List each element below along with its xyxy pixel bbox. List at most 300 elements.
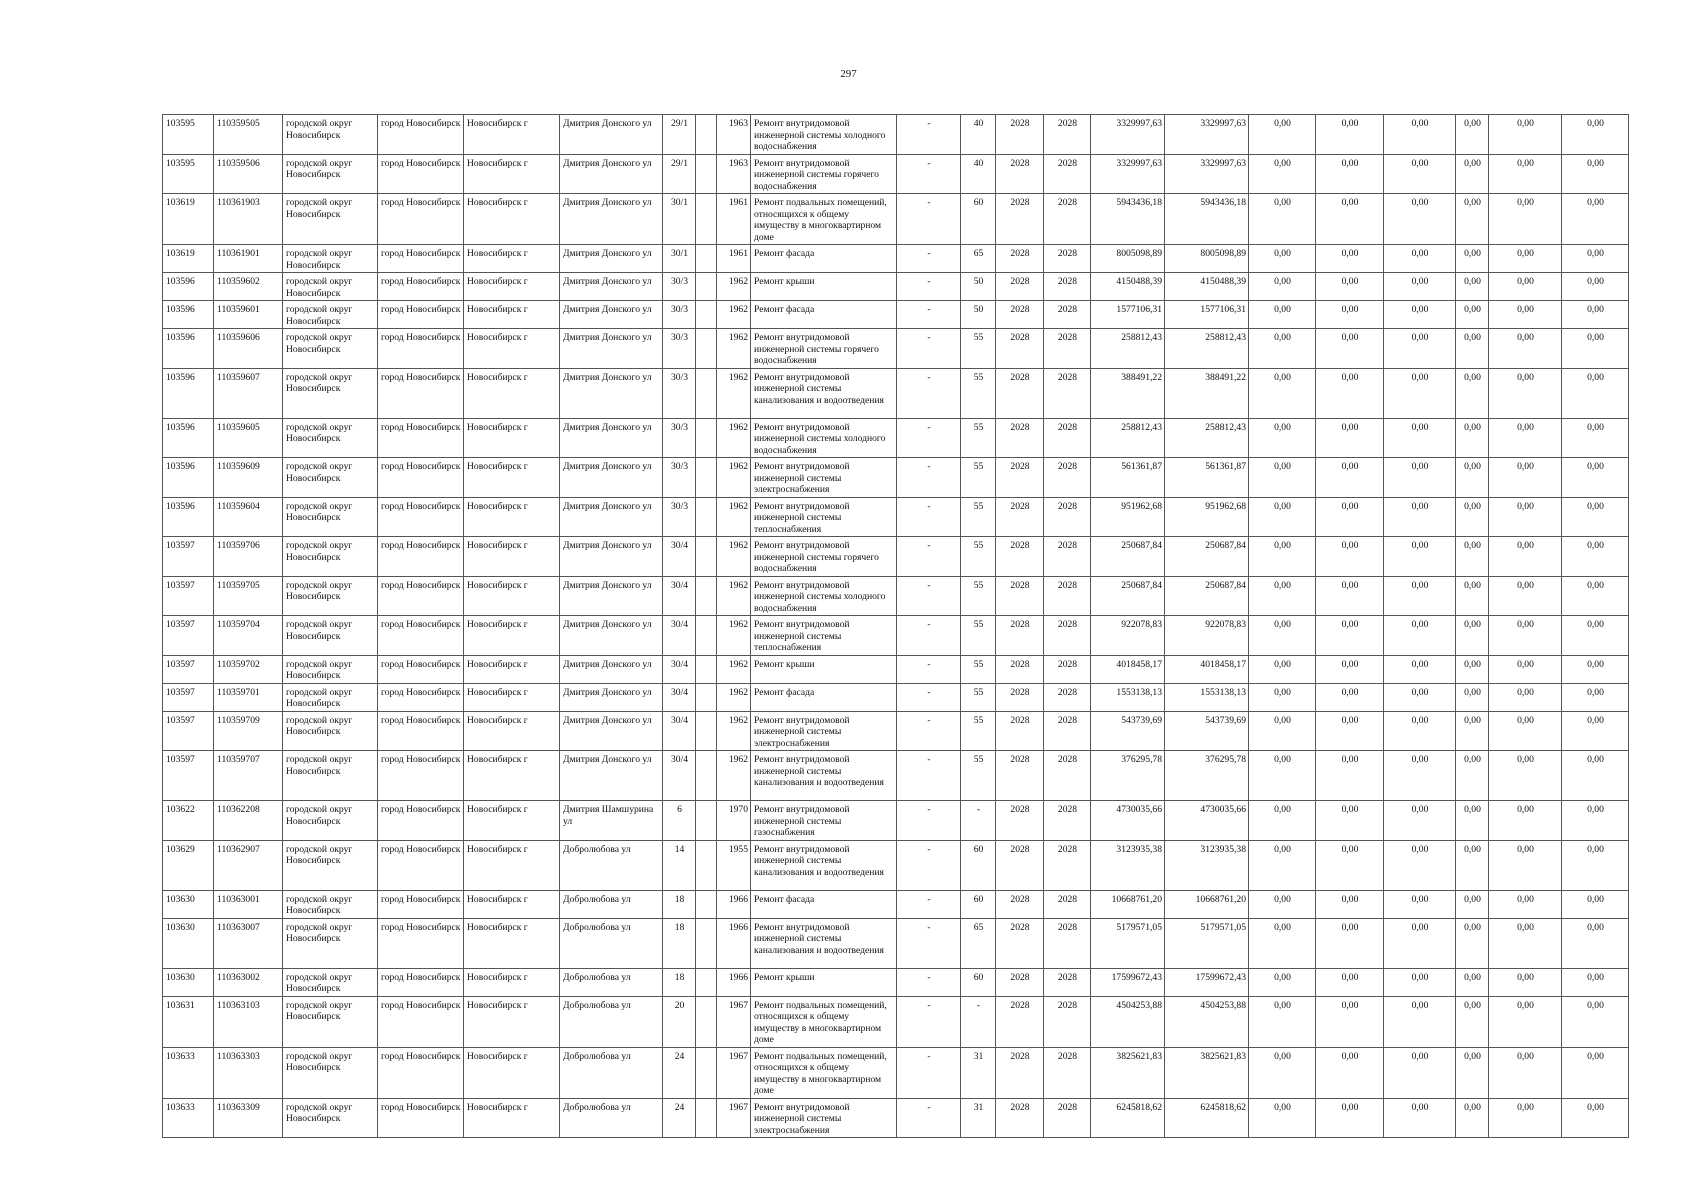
cell-plan-end-year: 2028 <box>1044 154 1091 194</box>
cell-plan-end-year: 2028 <box>1044 996 1091 1047</box>
cell-col-22: 0,00 <box>1562 537 1629 577</box>
table-row <box>163 329 1629 369</box>
cell-build-year: 1955 <box>717 840 751 890</box>
cell-fund-cost: 5943436,18 <box>1165 194 1249 245</box>
cell-city: Новосибирск г <box>464 115 560 155</box>
cell-col-17: 0,00 <box>1249 497 1316 537</box>
cell-col-12: 55 <box>961 711 996 751</box>
cell-house-number: 20 <box>663 996 696 1047</box>
cell-plan-start-year: 2028 <box>996 273 1044 301</box>
cell-col-17: 0,00 <box>1249 537 1316 577</box>
cell-total-cost: 5943436,18 <box>1091 194 1165 245</box>
cell-street: Дмитрия Донского ул <box>560 537 663 577</box>
cell-col-21: 0,00 <box>1489 245 1562 273</box>
cell-street: Дмитрия Донского ул <box>560 683 663 711</box>
cell-col-22: 0,00 <box>1562 711 1629 751</box>
cell-work-id: 110359709 <box>214 711 283 751</box>
cell-work-type: Ремонт внутридомовой инженерной системы теплоснабжения <box>751 616 897 656</box>
cell-col-20: 0,00 <box>1456 918 1489 968</box>
cell-col-22: 0,00 <box>1562 655 1629 683</box>
cell-total-cost: 543739,69 <box>1091 711 1165 751</box>
cell-work-type: Ремонт внутридомовой инженерной системы канализования и водоотведения <box>751 751 897 801</box>
cell-col-17: 0,00 <box>1249 576 1316 616</box>
cell-col-11: - <box>897 1098 961 1138</box>
cell-col-12: 60 <box>961 840 996 890</box>
cell-house-number: 30/4 <box>663 655 696 683</box>
table-row <box>163 368 1629 418</box>
cell-col-18: 0,00 <box>1316 918 1384 968</box>
cell-work-id: 110359505 <box>214 115 283 155</box>
cell-settlement: город Новосибирск <box>378 115 464 155</box>
cell-plan-start-year: 2028 <box>996 711 1044 751</box>
cell-city: Новосибирск г <box>464 194 560 245</box>
cell-fund-cost: 250687,84 <box>1165 576 1249 616</box>
cell-house-number: 30/1 <box>663 245 696 273</box>
cell-col-19: 0,00 <box>1384 711 1456 751</box>
table-row <box>163 576 1629 616</box>
cell-col-17: 0,00 <box>1249 273 1316 301</box>
cell-total-cost: 250687,84 <box>1091 537 1165 577</box>
cell-col-22: 0,00 <box>1562 273 1629 301</box>
cell-street: Добролюбова ул <box>560 1047 663 1098</box>
cell-plan-start-year: 2028 <box>996 840 1044 890</box>
cell-work-id: 110359506 <box>214 154 283 194</box>
cell-col-11: - <box>897 890 961 918</box>
cell-col-22: 0,00 <box>1562 801 1629 841</box>
cell-build-year: 1966 <box>717 918 751 968</box>
cell-settlement: город Новосибирск <box>378 683 464 711</box>
cell-col-20: 0,00 <box>1456 245 1489 273</box>
cell-city: Новосибирск г <box>464 1098 560 1138</box>
cell-col-19: 0,00 <box>1384 194 1456 245</box>
cell-col-18: 0,00 <box>1316 1098 1384 1138</box>
cell-col-19: 0,00 <box>1384 154 1456 194</box>
cell-col-18: 0,00 <box>1316 418 1384 458</box>
cell-house-number: 24 <box>663 1047 696 1098</box>
cell-building <box>696 273 717 301</box>
cell-building <box>696 154 717 194</box>
cell-total-cost: 6245818,62 <box>1091 1098 1165 1138</box>
cell-col-18: 0,00 <box>1316 115 1384 155</box>
cell-work-id: 110359607 <box>214 368 283 418</box>
table-row <box>163 1098 1629 1138</box>
cell-municipal-district: городской округ Новосибирск <box>283 537 378 577</box>
cell-col-19: 0,00 <box>1384 1098 1456 1138</box>
cell-col-18: 0,00 <box>1316 458 1384 498</box>
cell-col-21: 0,00 <box>1489 711 1562 751</box>
cell-col-21: 0,00 <box>1489 890 1562 918</box>
cell-settlement: город Новосибирск <box>378 458 464 498</box>
cell-work-id: 110359707 <box>214 751 283 801</box>
cell-col-18: 0,00 <box>1316 329 1384 369</box>
cell-total-cost: 8005098,89 <box>1091 245 1165 273</box>
cell-total-cost: 4150488,39 <box>1091 273 1165 301</box>
cell-house-id: 103597 <box>163 537 214 577</box>
cell-plan-start-year: 2028 <box>996 329 1044 369</box>
cell-fund-cost: 5179571,05 <box>1165 918 1249 968</box>
table-row <box>163 968 1629 996</box>
cell-total-cost: 1553138,13 <box>1091 683 1165 711</box>
cell-house-number: 30/3 <box>663 329 696 369</box>
cell-total-cost: 388491,22 <box>1091 368 1165 418</box>
cell-plan-end-year: 2028 <box>1044 245 1091 273</box>
cell-build-year: 1962 <box>717 751 751 801</box>
cell-col-11: - <box>897 576 961 616</box>
cell-col-21: 0,00 <box>1489 683 1562 711</box>
table-row <box>163 194 1629 245</box>
cell-house-id: 103596 <box>163 329 214 369</box>
cell-col-19: 0,00 <box>1384 996 1456 1047</box>
cell-house-id: 103597 <box>163 616 214 656</box>
cell-building <box>696 655 717 683</box>
cell-col-12: 55 <box>961 751 996 801</box>
cell-col-19: 0,00 <box>1384 497 1456 537</box>
cell-city: Новосибирск г <box>464 458 560 498</box>
table-row <box>163 918 1629 968</box>
cell-col-19: 0,00 <box>1384 576 1456 616</box>
cell-city: Новосибирск г <box>464 996 560 1047</box>
cell-plan-start-year: 2028 <box>996 115 1044 155</box>
cell-municipal-district: городской округ Новосибирск <box>283 418 378 458</box>
cell-house-id: 103596 <box>163 273 214 301</box>
cell-street: Добролюбова ул <box>560 968 663 996</box>
cell-municipal-district: городской округ Новосибирск <box>283 918 378 968</box>
cell-col-22: 0,00 <box>1562 890 1629 918</box>
cell-total-cost: 376295,78 <box>1091 751 1165 801</box>
cell-col-11: - <box>897 655 961 683</box>
cell-col-17: 0,00 <box>1249 1047 1316 1098</box>
cell-house-id: 103596 <box>163 418 214 458</box>
cell-col-20: 0,00 <box>1456 576 1489 616</box>
cell-plan-end-year: 2028 <box>1044 368 1091 418</box>
cell-work-type: Ремонт внутридомовой инженерной системы электроснабжения <box>751 458 897 498</box>
cell-work-type: Ремонт фасада <box>751 245 897 273</box>
cell-house-number: 18 <box>663 918 696 968</box>
cell-street: Добролюбова ул <box>560 918 663 968</box>
table-row <box>163 273 1629 301</box>
cell-col-18: 0,00 <box>1316 245 1384 273</box>
cell-col-11: - <box>897 194 961 245</box>
cell-house-number: 30/3 <box>663 301 696 329</box>
cell-col-22: 0,00 <box>1562 996 1629 1047</box>
cell-col-19: 0,00 <box>1384 683 1456 711</box>
cell-col-21: 0,00 <box>1489 576 1562 616</box>
cell-building <box>696 751 717 801</box>
cell-municipal-district: городской округ Новосибирск <box>283 273 378 301</box>
cell-col-22: 0,00 <box>1562 245 1629 273</box>
cell-street: Дмитрия Донского ул <box>560 194 663 245</box>
cell-street: Добролюбова ул <box>560 996 663 1047</box>
cell-fund-cost: 8005098,89 <box>1165 245 1249 273</box>
cell-col-20: 0,00 <box>1456 683 1489 711</box>
cell-col-11: - <box>897 968 961 996</box>
cell-plan-start-year: 2028 <box>996 968 1044 996</box>
cell-col-17: 0,00 <box>1249 968 1316 996</box>
cell-work-id: 110359601 <box>214 301 283 329</box>
cell-fund-cost: 3329997,63 <box>1165 115 1249 155</box>
cell-col-18: 0,00 <box>1316 576 1384 616</box>
cell-plan-end-year: 2028 <box>1044 537 1091 577</box>
cell-house-number: 30/3 <box>663 497 696 537</box>
cell-street: Дмитрия Донского ул <box>560 368 663 418</box>
cell-house-number: 6 <box>663 801 696 841</box>
cell-col-20: 0,00 <box>1456 1047 1489 1098</box>
cell-col-17: 0,00 <box>1249 890 1316 918</box>
cell-city: Новосибирск г <box>464 154 560 194</box>
cell-house-id: 103596 <box>163 497 214 537</box>
cell-work-type: Ремонт фасада <box>751 890 897 918</box>
cell-col-17: 0,00 <box>1249 301 1316 329</box>
cell-settlement: город Новосибирск <box>378 194 464 245</box>
cell-col-21: 0,00 <box>1489 301 1562 329</box>
table-row <box>163 458 1629 498</box>
cell-col-12: 60 <box>961 968 996 996</box>
cell-building <box>696 418 717 458</box>
cell-col-22: 0,00 <box>1562 683 1629 711</box>
cell-col-19: 0,00 <box>1384 418 1456 458</box>
cell-work-id: 110363309 <box>214 1098 283 1138</box>
cell-build-year: 1962 <box>717 418 751 458</box>
cell-work-id: 110359602 <box>214 273 283 301</box>
cell-build-year: 1962 <box>717 368 751 418</box>
cell-plan-end-year: 2028 <box>1044 418 1091 458</box>
cell-col-12: 31 <box>961 1047 996 1098</box>
cell-fund-cost: 388491,22 <box>1165 368 1249 418</box>
cell-city: Новосибирск г <box>464 840 560 890</box>
cell-house-number: 29/1 <box>663 115 696 155</box>
cell-col-19: 0,00 <box>1384 537 1456 577</box>
cell-work-type: Ремонт внутридомовой инженерной системы канализования и водоотведения <box>751 840 897 890</box>
cell-work-id: 110363303 <box>214 1047 283 1098</box>
cell-build-year: 1963 <box>717 115 751 155</box>
cell-col-21: 0,00 <box>1489 115 1562 155</box>
cell-house-number: 30/4 <box>663 711 696 751</box>
cell-col-18: 0,00 <box>1316 368 1384 418</box>
cell-build-year: 1962 <box>717 683 751 711</box>
cell-build-year: 1967 <box>717 996 751 1047</box>
cell-col-11: - <box>897 497 961 537</box>
cell-building <box>696 1047 717 1098</box>
cell-col-12: 50 <box>961 273 996 301</box>
cell-col-18: 0,00 <box>1316 683 1384 711</box>
cell-settlement: город Новосибирск <box>378 497 464 537</box>
cell-col-12: 40 <box>961 115 996 155</box>
cell-col-18: 0,00 <box>1316 1047 1384 1098</box>
cell-municipal-district: городской округ Новосибирск <box>283 497 378 537</box>
cell-col-17: 0,00 <box>1249 616 1316 656</box>
cell-col-22: 0,00 <box>1562 840 1629 890</box>
cell-col-12: 31 <box>961 1098 996 1138</box>
cell-col-12: 60 <box>961 890 996 918</box>
cell-building <box>696 458 717 498</box>
cell-total-cost: 258812,43 <box>1091 418 1165 458</box>
cell-total-cost: 4504253,88 <box>1091 996 1165 1047</box>
cell-col-20: 0,00 <box>1456 329 1489 369</box>
cell-house-id: 103596 <box>163 368 214 418</box>
cell-col-22: 0,00 <box>1562 616 1629 656</box>
cell-municipal-district: городской округ Новосибирск <box>283 576 378 616</box>
cell-street: Дмитрия Донского ул <box>560 154 663 194</box>
cell-col-11: - <box>897 329 961 369</box>
cell-col-22: 0,00 <box>1562 497 1629 537</box>
cell-col-18: 0,00 <box>1316 840 1384 890</box>
cell-plan-start-year: 2028 <box>996 245 1044 273</box>
page-number: 297 <box>840 68 857 80</box>
cell-plan-end-year: 2028 <box>1044 711 1091 751</box>
cell-col-22: 0,00 <box>1562 1047 1629 1098</box>
cell-col-18: 0,00 <box>1316 751 1384 801</box>
cell-plan-start-year: 2028 <box>996 890 1044 918</box>
cell-fund-cost: 4730035,66 <box>1165 801 1249 841</box>
cell-col-21: 0,00 <box>1489 329 1562 369</box>
cell-work-id: 110361903 <box>214 194 283 245</box>
cell-work-type: Ремонт подвальных помещений, относящихся к общему имуществу в многоквартирном доме <box>751 194 897 245</box>
cell-col-12: 60 <box>961 194 996 245</box>
cell-col-12: 65 <box>961 245 996 273</box>
cell-city: Новосибирск г <box>464 576 560 616</box>
table-row <box>163 537 1629 577</box>
cell-street: Дмитрия Донского ул <box>560 616 663 656</box>
cell-col-11: - <box>897 996 961 1047</box>
cell-col-20: 0,00 <box>1456 996 1489 1047</box>
cell-total-cost: 250687,84 <box>1091 576 1165 616</box>
cell-plan-end-year: 2028 <box>1044 115 1091 155</box>
cell-settlement: город Новосибирск <box>378 711 464 751</box>
cell-plan-end-year: 2028 <box>1044 801 1091 841</box>
cell-fund-cost: 10668761,20 <box>1165 890 1249 918</box>
cell-col-12: - <box>961 801 996 841</box>
cell-col-22: 0,00 <box>1562 1098 1629 1138</box>
cell-street: Дмитрия Донского ул <box>560 301 663 329</box>
cell-col-21: 0,00 <box>1489 368 1562 418</box>
cell-col-11: - <box>897 918 961 968</box>
cell-fund-cost: 6245818,62 <box>1165 1098 1249 1138</box>
cell-fund-cost: 4150488,39 <box>1165 273 1249 301</box>
cell-building <box>696 801 717 841</box>
table-row <box>163 751 1629 801</box>
cell-house-id: 103597 <box>163 711 214 751</box>
cell-building <box>696 537 717 577</box>
cell-house-number: 30/3 <box>663 273 696 301</box>
cell-plan-end-year: 2028 <box>1044 458 1091 498</box>
cell-col-17: 0,00 <box>1249 194 1316 245</box>
cell-house-number: 29/1 <box>663 154 696 194</box>
cell-col-19: 0,00 <box>1384 801 1456 841</box>
cell-work-id: 110359605 <box>214 418 283 458</box>
cell-work-type: Ремонт подвальных помещений, относящихся к общему имуществу в многоквартирном доме <box>751 996 897 1047</box>
cell-settlement: город Новосибирск <box>378 154 464 194</box>
cell-house-number: 30/4 <box>663 537 696 577</box>
cell-plan-end-year: 2028 <box>1044 576 1091 616</box>
cell-fund-cost: 3123935,38 <box>1165 840 1249 890</box>
cell-street: Дмитрия Донского ул <box>560 576 663 616</box>
cell-building <box>696 576 717 616</box>
cell-total-cost: 922078,83 <box>1091 616 1165 656</box>
cell-plan-start-year: 2028 <box>996 683 1044 711</box>
cell-fund-cost: 3329997,63 <box>1165 154 1249 194</box>
cell-house-number: 30/3 <box>663 418 696 458</box>
cell-house-number: 30/4 <box>663 751 696 801</box>
cell-work-type: Ремонт внутридомовой инженерной системы горячего водоснабжения <box>751 329 897 369</box>
cell-street: Добролюбова ул <box>560 840 663 890</box>
cell-city: Новосибирск г <box>464 683 560 711</box>
cell-plan-start-year: 2028 <box>996 1047 1044 1098</box>
cell-col-17: 0,00 <box>1249 329 1316 369</box>
cell-municipal-district: городской округ Новосибирск <box>283 301 378 329</box>
cell-fund-cost: 250687,84 <box>1165 537 1249 577</box>
cell-col-20: 0,00 <box>1456 115 1489 155</box>
cell-street: Добролюбова ул <box>560 890 663 918</box>
cell-work-id: 110359706 <box>214 537 283 577</box>
cell-house-number: 30/4 <box>663 683 696 711</box>
cell-col-20: 0,00 <box>1456 273 1489 301</box>
cell-work-id: 110359701 <box>214 683 283 711</box>
cell-work-type: Ремонт крыши <box>751 655 897 683</box>
cell-col-21: 0,00 <box>1489 194 1562 245</box>
cell-work-id: 110363103 <box>214 996 283 1047</box>
cell-col-17: 0,00 <box>1249 655 1316 683</box>
cell-work-type: Ремонт фасада <box>751 683 897 711</box>
cell-build-year: 1962 <box>717 711 751 751</box>
cell-settlement: город Новосибирск <box>378 245 464 273</box>
cell-col-20: 0,00 <box>1456 418 1489 458</box>
cell-total-cost: 17599672,43 <box>1091 968 1165 996</box>
cell-house-id: 103622 <box>163 801 214 841</box>
cell-municipal-district: городской округ Новосибирск <box>283 329 378 369</box>
cell-street: Дмитрия Донского ул <box>560 655 663 683</box>
cell-col-18: 0,00 <box>1316 497 1384 537</box>
cell-settlement: город Новосибирск <box>378 329 464 369</box>
cell-plan-start-year: 2028 <box>996 616 1044 656</box>
cell-build-year: 1961 <box>717 245 751 273</box>
cell-col-11: - <box>897 801 961 841</box>
cell-plan-end-year: 2028 <box>1044 497 1091 537</box>
cell-col-12: 55 <box>961 655 996 683</box>
cell-plan-end-year: 2028 <box>1044 273 1091 301</box>
table-row <box>163 616 1629 656</box>
cell-plan-end-year: 2028 <box>1044 1047 1091 1098</box>
cell-col-18: 0,00 <box>1316 154 1384 194</box>
cell-total-cost: 561361,87 <box>1091 458 1165 498</box>
cell-total-cost: 3123935,38 <box>1091 840 1165 890</box>
cell-plan-end-year: 2028 <box>1044 890 1091 918</box>
cell-street: Дмитрия Донского ул <box>560 418 663 458</box>
cell-plan-end-year: 2028 <box>1044 968 1091 996</box>
cell-col-21: 0,00 <box>1489 996 1562 1047</box>
cell-settlement: город Новосибирск <box>378 918 464 968</box>
cell-total-cost: 4018458,17 <box>1091 655 1165 683</box>
cell-municipal-district: городской округ Новосибирск <box>283 616 378 656</box>
cell-building <box>696 194 717 245</box>
cell-build-year: 1970 <box>717 801 751 841</box>
cell-build-year: 1962 <box>717 497 751 537</box>
cell-work-id: 110359609 <box>214 458 283 498</box>
cell-settlement: город Новосибирск <box>378 751 464 801</box>
cell-col-21: 0,00 <box>1489 273 1562 301</box>
cell-municipal-district: городской округ Новосибирск <box>283 711 378 751</box>
cell-work-id: 110362208 <box>214 801 283 841</box>
cell-work-type: Ремонт внутридомовой инженерной системы горячего водоснабжения <box>751 537 897 577</box>
cell-col-18: 0,00 <box>1316 194 1384 245</box>
cell-col-20: 0,00 <box>1456 890 1489 918</box>
cell-col-17: 0,00 <box>1249 418 1316 458</box>
cell-work-id: 110363001 <box>214 890 283 918</box>
cell-city: Новосибирск г <box>464 537 560 577</box>
cell-settlement: город Новосибирск <box>378 890 464 918</box>
cell-build-year: 1962 <box>717 655 751 683</box>
cell-plan-start-year: 2028 <box>996 194 1044 245</box>
cell-col-12: 55 <box>961 458 996 498</box>
